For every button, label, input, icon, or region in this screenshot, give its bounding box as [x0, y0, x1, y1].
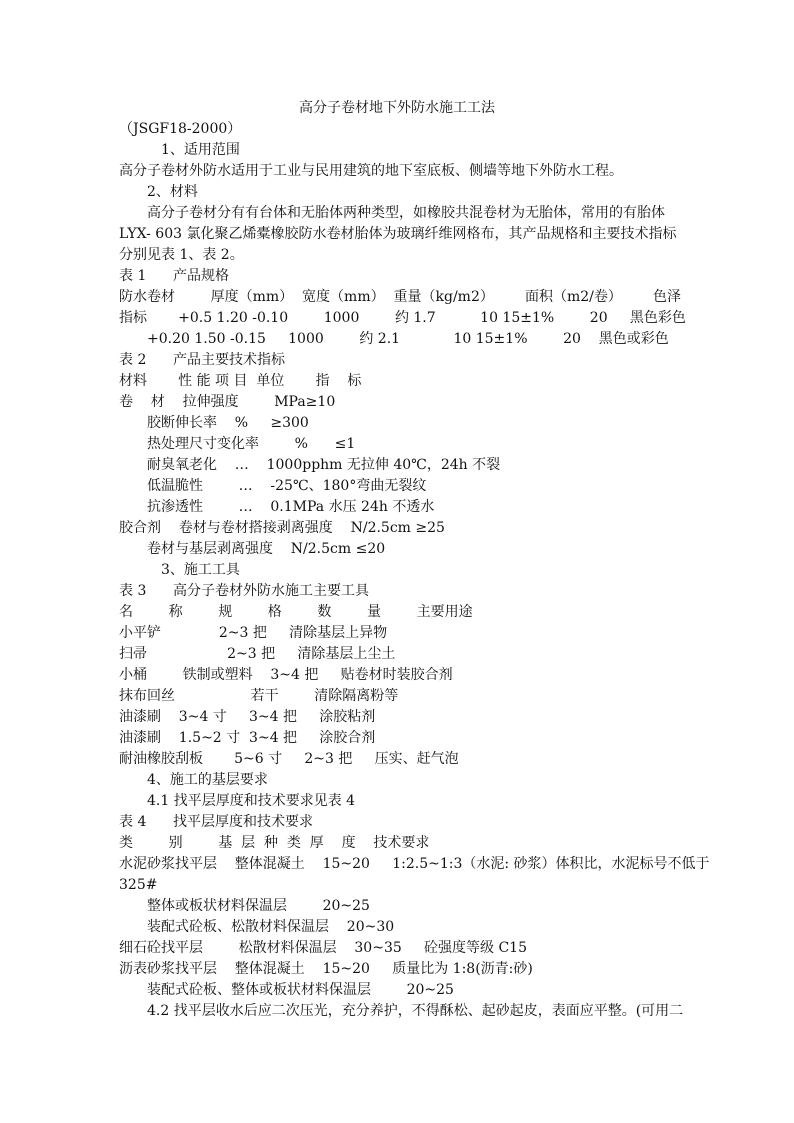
section-3-heading: 3、施工工具 [161, 562, 240, 578]
table-2-header: 材料 性 能 项 目 单位 指 标 [119, 373, 362, 389]
table-1-row: 指标 +0.5 1.20 -0.10 1000 约 1.7 10 15±1% 20 黑色彩色 [119, 310, 686, 326]
table-1-row: +0.20 1.50 -0.15 1000 约 2.1 10 15±1% 20 黑色或彩色 [147, 331, 669, 347]
table-4-row: 325# [119, 877, 158, 893]
table-1-caption: 表 1 产品规格 [119, 268, 230, 284]
table-3-row: 扫帚 2~3 把 清除基层上尘土 [119, 646, 396, 662]
table-4-row: 整体或板状材料保温层 20~25 [147, 898, 370, 914]
table-4-row: 装配式砼板、整体或板状材料保温层 20~25 [147, 982, 454, 998]
table-4-row: 水泥砂浆找平层 整体混凝土 15~20 1:2.5~1:3（水泥: 砂浆）体积比，水泥标号不低于 [119, 856, 710, 872]
table-2-row: 耐臭氧老化 … 1000pphm 无拉伸 40℃，24h 不裂 [147, 457, 501, 473]
table-4-row: 细石砼找平层 松散材料保温层 30~35 砼强度等级 C15 [119, 940, 527, 956]
table-2-row: 卷 材 拉伸强度 MPa≥10 [119, 394, 336, 410]
standard-code: （JSGF18-2000） [119, 121, 242, 137]
table-1-header: 防水卷材 厚度（mm） 宽度（mm） 重量（kg/m2） 面积（m2/卷） 色泽 [119, 289, 682, 305]
table-4-caption: 表 4 找平层厚度和技术要求 [119, 814, 314, 830]
document-title: 高分子卷材地下外防水施工工法 [299, 100, 495, 116]
table-2-row: 低温脆性 … -25℃、180°弯曲无裂纹 [147, 478, 427, 494]
section-2-paragraph: 高分子卷材分有有台体和无胎体两种类型，如橡胶共混卷材为无胎体，常用的有胎体 [147, 205, 665, 221]
table-3-row: 小桶 铁制或塑料 3~4 把 贴卷材时装胶合剂 [119, 667, 453, 683]
section-4-2-text: 4.2 找平层收水后应二次压光，充分养护，不得酥松、起砂起皮，表面应平整。(可用二 [147, 1003, 684, 1019]
table-3-row: 油漆刷 1.5~2 寸 3~4 把 涂胶合剂 [119, 730, 376, 746]
section-2-heading: 2、材料 [147, 184, 198, 200]
section-4-1-text: 4.1 找平层厚度和技术要求见表 4 [147, 793, 356, 809]
table-4-header: 类 别 基 层 种 类 厚 度 技术要求 [119, 835, 430, 851]
section-2-paragraph-end: 分别见表 1、表 2。 [119, 247, 244, 263]
section-2-paragraph-cont: LYX- 603 氯化聚乙烯橐橡胶防水卷材胎体为玻璃纤维网格布，其产品规格和主要技术指标 [119, 226, 677, 242]
table-3-row: 抹布回丝 若干 清除隔离粉等 [119, 688, 399, 704]
table-2-row: 抗渗透性 … 0.1MPa 水压 24h 不透水 [147, 499, 435, 515]
table-2-row: 热处理尺寸变化率 % ≤1 [147, 436, 356, 452]
table-3-row: 耐油橡胶刮板 5~6 寸 2~3 把 压实、赶气泡 [119, 751, 459, 767]
table-3-row: 小平铲 2~3 把 清除基层上异物 [119, 625, 388, 641]
section-1-heading: 1、适用范围 [161, 142, 240, 158]
table-2-row: 胶合剂 卷材与卷材搭接剥离强度 N/2.5cm ≥25 [119, 520, 445, 536]
table-3-row: 油漆刷 3~4 寸 3~4 把 涂胶粘剂 [119, 709, 376, 725]
table-2-caption: 表 2 产品主要技术指标 [119, 352, 286, 368]
table-4-row: 装配式砼板、松散材料保温层 20~30 [147, 919, 395, 935]
table-4-row: 沥表砂浆找平层 整体混凝土 15~20 质量比为 1:8(沥青:砂) [119, 961, 533, 977]
table-2-row: 胶断伸长率 % ≥300 [147, 415, 309, 431]
table-3-caption: 表 3 高分子卷材外防水施工主要工具 [119, 583, 370, 599]
table-3-header: 名 称 规 格 数 量 主要用途 [119, 604, 473, 620]
table-2-row: 卷材与基层剥离强度 N/2.5cm ≤20 [147, 541, 386, 557]
section-1-text: 高分子卷材外防水适用于工业与民用建筑的地下室底板、侧墙等地下外防水工程。 [119, 163, 623, 179]
section-4-heading: 4、施工的基层要求 [147, 772, 268, 788]
